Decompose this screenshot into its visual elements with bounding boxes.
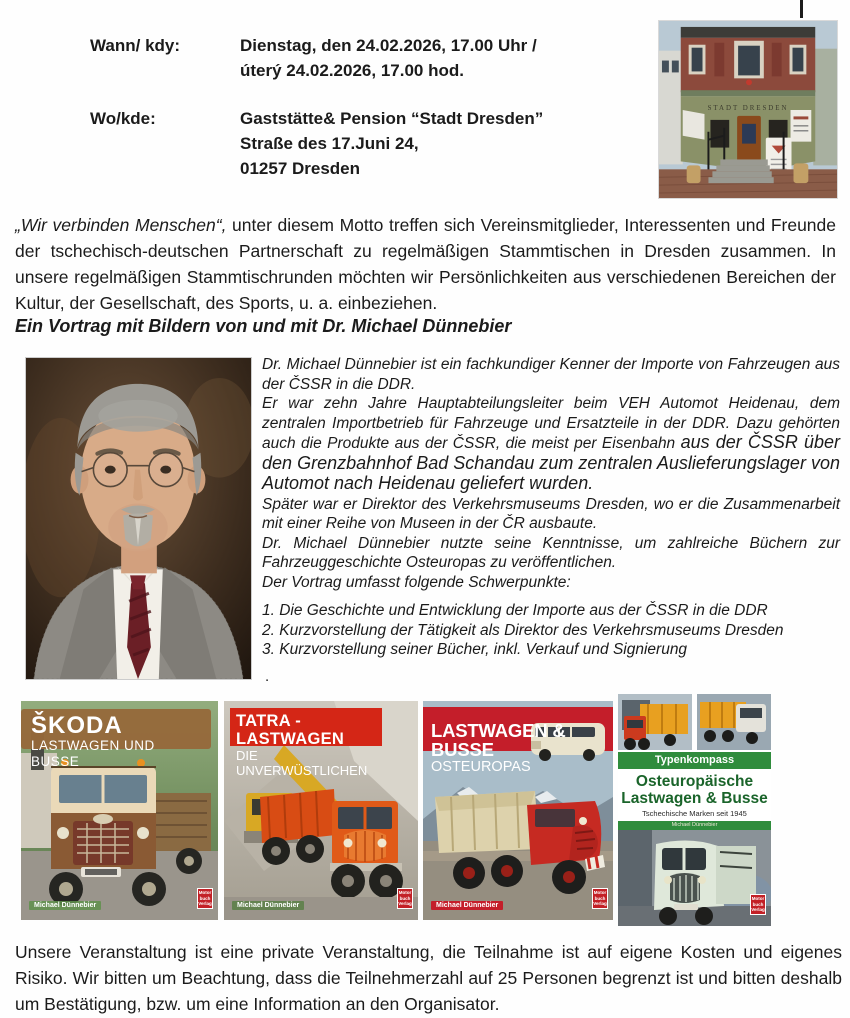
book-cover-skoda (21, 701, 218, 920)
when-value (240, 33, 537, 83)
tatra-title-block (236, 712, 388, 778)
intro-paragraph (15, 212, 836, 316)
bio-paragraph-4: Dr. Michael Dünnebier nutzte seine Kenntnisse, um zahlreiche Büchern zur Fahrzeuggeschichte Osteuropas zu veröffentlichen. (262, 534, 840, 571)
bio-paragraph-1: Dr. Michael Dünnebier ist ein fachkundiger Kenner der Importe von Fahrzeugen aus der ČSSR in die DDR. (262, 356, 840, 393)
when-label: Wann/ kdy: (90, 36, 181, 55)
venue-name: Gaststätte& Pension “Stadt Dresden” (240, 109, 544, 128)
book-author: Michael Dünnebier (671, 822, 718, 828)
publisher-word-2: buch (399, 895, 411, 901)
where-label: Wo/kde: (90, 109, 156, 128)
book-series: Typenkompass (654, 754, 735, 766)
book-subtitle: Tschechische Marken seit 1945 (642, 809, 747, 818)
publisher-word-3: Verlag (751, 907, 765, 913)
where-row (90, 106, 650, 181)
skoda-title-block (31, 714, 204, 770)
event-schedule (90, 33, 650, 181)
stray-dot: . (265, 668, 270, 685)
when-value-german: Dienstag, den 24.02.2026, 17.00 Uhr / (240, 36, 537, 55)
bio-paragraph-2-normal: Er war zehn Jahre Hauptabteilungsleiter beim VEH Automot Heidenau, dem zentralen Importbetrieb für Fahrzeuge und Ersatzteile in der DDR. Dazu gehörten auch die Produkte aus der ČSSR, die meist per Eisenbahn (262, 395, 840, 452)
book-author: Michael Dünnebier (29, 901, 101, 910)
publisher-word-3: Verlag (198, 901, 212, 907)
publisher-word-1: Motor (751, 895, 765, 901)
footer-paragraph: Unsere Veranstaltung ist eine private Veranstaltung, die Teilnahme ist auf eigene Kosten und eigenes Risiko. Wir bitten um Beachtung, dass die Teilnehmerzahl auf 25 Personen begrenzt ist und bitten deshalb um Bestätigung, bzw. um eine Information an den Organisator. (15, 942, 842, 1014)
motto-text: „Wir verbinden Menschen“, (15, 215, 227, 235)
motorbuch-verlag-logo (197, 888, 213, 909)
motorbuch-verlag-logo (592, 888, 608, 909)
motorbuch-verlag-logo (397, 888, 413, 909)
book-subtitle: LASTWAGEN UND BUSSE (31, 738, 155, 769)
venue-photo-art (659, 21, 837, 198)
book-title: Osteuropäische (635, 773, 754, 790)
book-title-line2: Lastwagen & Busse (621, 790, 768, 807)
when-row (90, 33, 650, 83)
venue-sign-text: STADT DRESDEN (707, 104, 789, 112)
bio-text (262, 355, 840, 592)
publisher-word-1: Motor (593, 889, 607, 895)
when-value-czech: úterý 24.02.2026, 17.00 hod. (240, 61, 464, 80)
book-cover-typenkompass (618, 694, 771, 926)
lecture-heading: Ein Vortrag mit Bildern von und mit Dr. Michael Dünnebier (15, 316, 512, 336)
topic-item-3: 3. Kurzvorstellung seiner Bücher, inkl. Verkauf und Signierung (262, 641, 688, 658)
scan-artifact-line (800, 0, 803, 18)
portrait-photo (25, 357, 252, 680)
venue-street: Straße des 17.Juni 24, (240, 134, 419, 153)
venue-photo (658, 20, 838, 199)
book-author: Michael Dünnebier (232, 901, 304, 910)
publisher-word-1: Motor (398, 889, 412, 895)
book-title-block (618, 773, 771, 807)
publisher-word-2: buch (752, 901, 764, 907)
osteuropa-title-block (431, 721, 605, 775)
publisher-word-3: Verlag (593, 901, 607, 907)
book-subtitle: OSTEUROPAS (431, 759, 531, 775)
book-subtitle: DIE UNVERWÜSTLICHEN (236, 748, 368, 778)
book-cover-tatra (224, 701, 418, 920)
publisher-word-1: Motor (198, 889, 212, 895)
publisher-word-3: Verlag (398, 901, 412, 907)
where-value (240, 106, 543, 181)
motorbuch-verlag-logo (750, 894, 766, 915)
portrait-art (26, 358, 251, 679)
book-cover-osteuropa (423, 701, 613, 920)
book-title: LASTWAGEN & BUSSE (431, 720, 566, 760)
topic-item-2: 2. Kurzvorstellung der Tätigkeit als Direktor des Verkehrsmuseums Dresden (262, 621, 784, 639)
topic-item-1: 1. Die Geschichte und Entwicklung der Importe aus der ČSSR in die DDR (262, 602, 768, 619)
book-title: ŠKODA (31, 712, 123, 739)
intro-text: unter diesem Motto treffen sich Vereinsmitglieder, Interessenten und Freunde der tschechisch-deutschen Partnerschaft zu regelmäßigen Stammtischen in Dresden zusammen. In unsere regelmäßigen Stammtischrunden möchten wir Persönlichkeiten aus verschiedenen Bereichen der Kultur, der Gesellschaft, des Sports, u. a. einbeziehen. (15, 215, 836, 313)
bio-paragraph-2 (262, 394, 840, 495)
lecture-topics-list (262, 601, 840, 660)
publisher-word-2: buch (199, 895, 211, 901)
book-author: Michael Dünnebier (431, 901, 503, 910)
bio-paragraph-5: Der Vortrag umfasst folgende Schwerpunkte: (262, 573, 571, 591)
bio-paragraph-2-large: aus der ČSSR über den Grenzbahnhof Bad Schandau zum zentralen Auslieferungslager von Automot nach Heidenau geliefert wurden. (262, 432, 840, 493)
publisher-word-2: buch (594, 895, 606, 901)
book-title: TATRA - LASTWAGEN (236, 712, 345, 748)
bio-paragraph-3: Später war er Direktor des Verkehrsmuseums Dresden, wo er die Zusammenarbeit mit einer Reihe von Museen in der ČR ausbaute. (262, 495, 840, 532)
venue-city: 01257 Dresden (240, 159, 361, 178)
